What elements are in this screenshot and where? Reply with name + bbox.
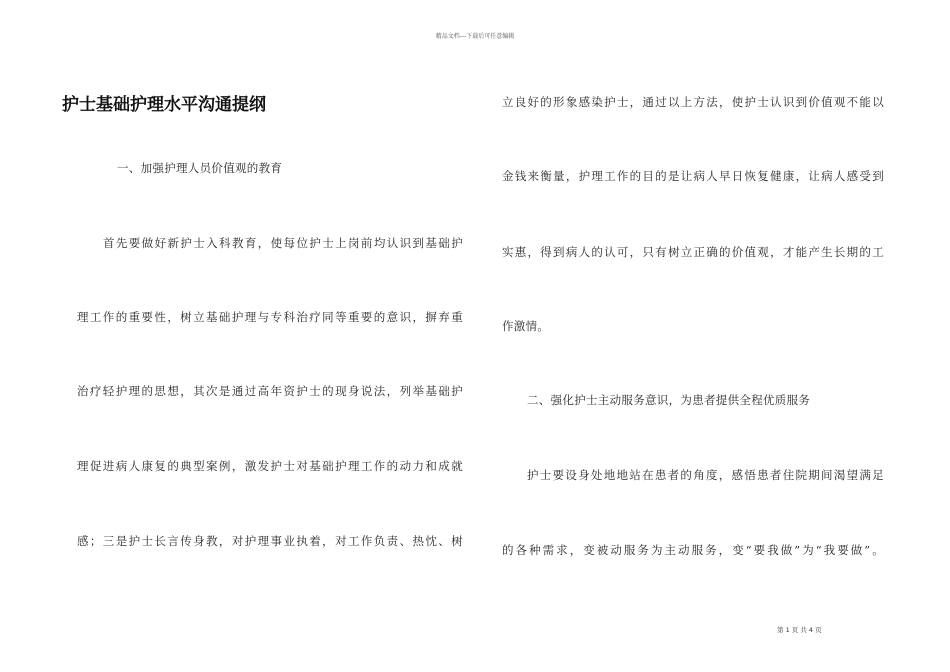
paragraph-line: 护士要设身处地地站在患者的角度，感悟患者住院期间渴望满足 — [527, 468, 884, 482]
header-note: 精品文档---下载后可任意编辑 — [435, 33, 515, 40]
document-title: 护士基础护理水平沟通提纲 — [62, 95, 266, 115]
paragraph-line: 感；三是护士长言传身教，对护理事业执着，对工作负责、热忱、树 — [77, 534, 463, 548]
paragraph-line: 治疗轻护理的思想，其次是通过高年资护士的现身说法，列举基础护 — [77, 384, 463, 398]
paragraph-line: 立良好的形象感染护士，通过以上方法，使护士认识到价值观不能以 — [502, 95, 884, 109]
section-heading-2: 二、强化护士主动服务意识，为患者提供全程优质服务 — [527, 393, 811, 407]
section-heading-1: 一、加强护理人员价值观的教育 — [117, 161, 283, 175]
paragraph-line: 理工作的重要性，树立基础护理与专科治疗同等重要的意识，摒弃重 — [77, 310, 463, 324]
paragraph-line: 首先要做好新护士入科教育，使每位护士上岗前均认识到基础护 — [103, 236, 463, 250]
paragraph-line: 作激情。 — [502, 319, 550, 333]
paragraph-line: 的各种需求，变被动服务为主动服务，变“要我做”为“我要做”。 — [502, 543, 884, 557]
page-number: 第 1 页 共 4 页 — [777, 626, 822, 634]
paragraph-line: 理促进病人康复的典型案例，激发护士对基础护理工作的动力和成就 — [77, 459, 463, 473]
paragraph-line: 实惠，得到病人的认可，只有树立正确的价值观，才能产生长期的工 — [502, 245, 884, 259]
paragraph-line: 金钱来衡量，护理工作的目的是让病人早日恢复健康，让病人感受到 — [502, 169, 884, 183]
